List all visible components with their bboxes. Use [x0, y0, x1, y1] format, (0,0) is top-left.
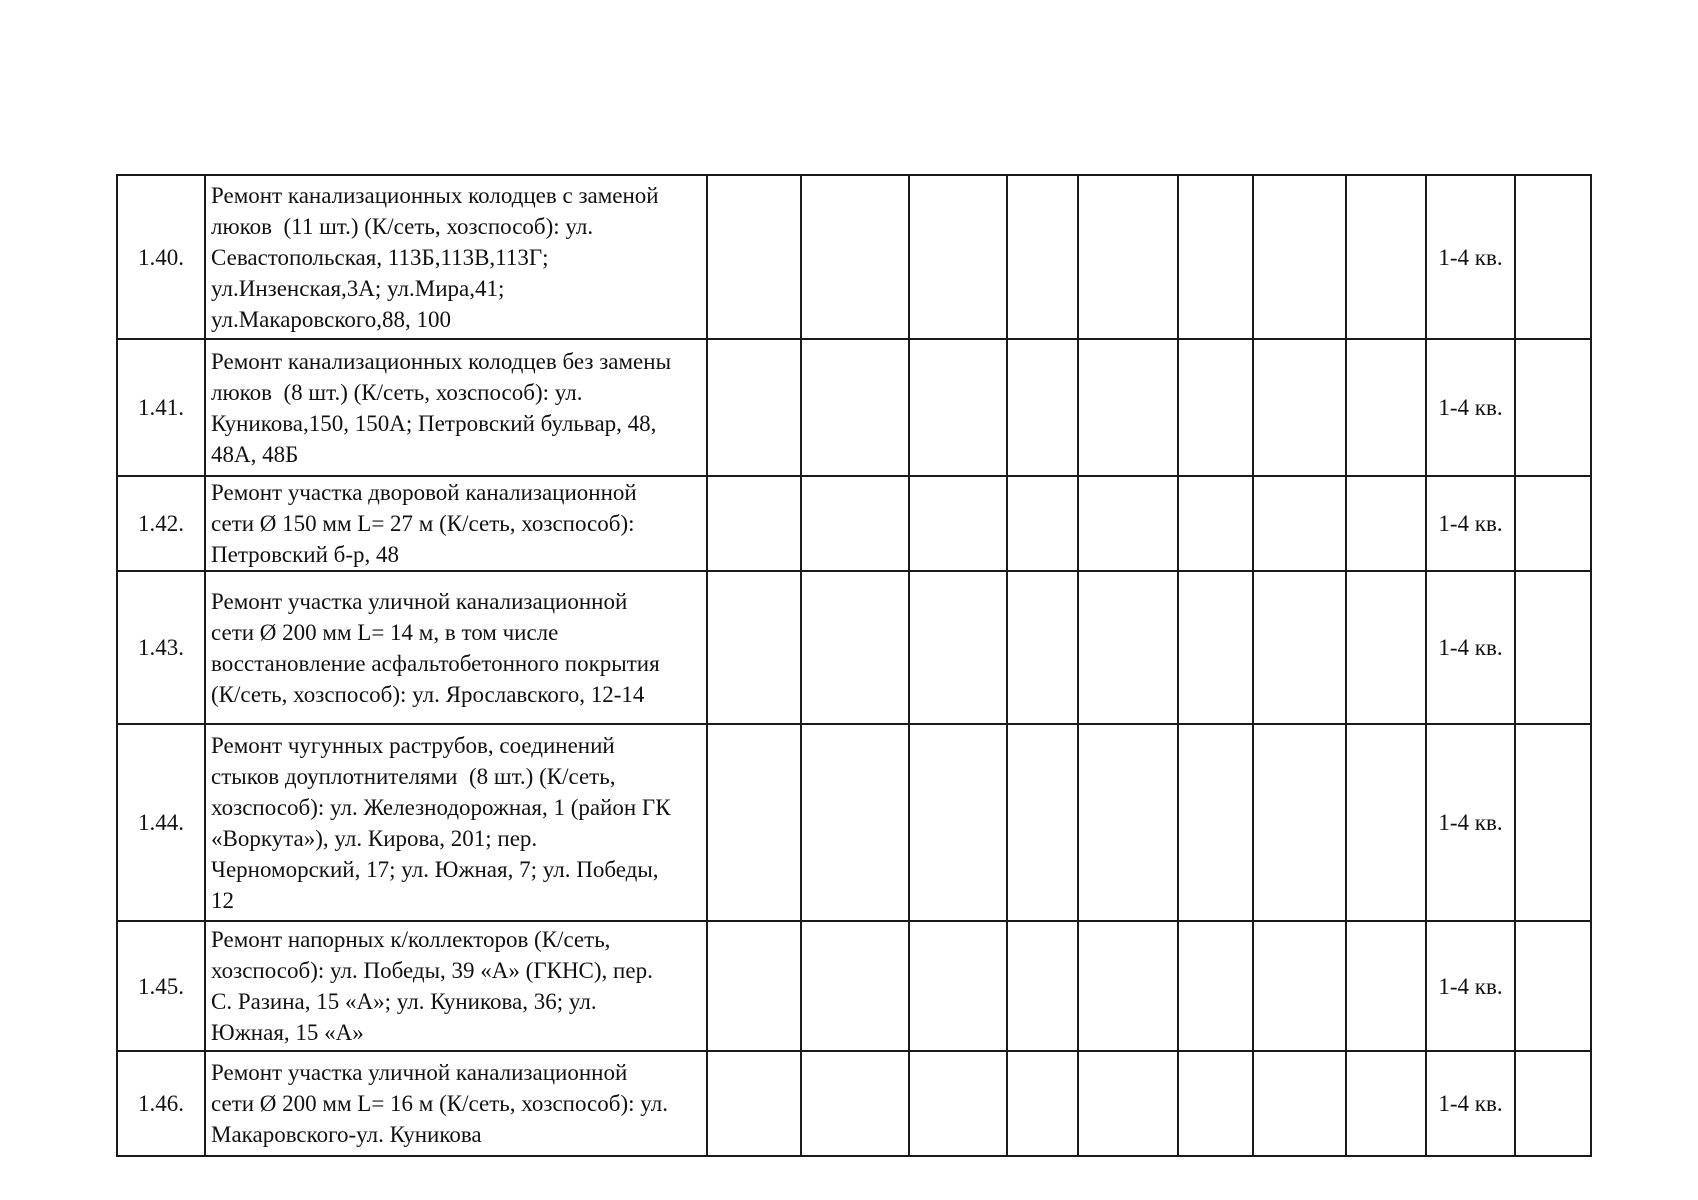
description-line: Ремонт участка дворовой канализационной — [211, 480, 637, 505]
description-line: сети Ø 200 мм L= 16 м (К/сеть, хозспособ): ул. — [211, 1091, 668, 1116]
description-line: стыков доуплотнителями (8 шт.) (К/сеть, — [211, 763, 616, 789]
empty-cell — [707, 571, 801, 724]
empty-cell — [1515, 476, 1591, 571]
works-table — [116, 174, 1592, 1157]
table-row — [117, 476, 1591, 571]
work-description — [205, 571, 707, 724]
empty-cell — [801, 571, 909, 724]
empty-cell — [1007, 1051, 1078, 1156]
description-line: Ремонт участка уличной канализационной — [211, 1060, 628, 1085]
empty-cell — [1346, 339, 1426, 476]
empty-cell — [1515, 175, 1591, 339]
empty-cell — [1346, 1051, 1426, 1156]
description-line: Макаровского-ул. Куникова — [211, 1122, 482, 1147]
description-line: хозспособ): ул. Победы, 39 «А» (ГКНС), пер. — [211, 958, 653, 983]
empty-cell — [1007, 476, 1078, 571]
work-description — [205, 339, 707, 476]
description-line: Черноморский, 17; ул. Южная, 7; ул. Победы, — [211, 856, 659, 882]
empty-cell — [1078, 175, 1178, 339]
description-line: сети Ø 200 мм L= 14 м, в том числе — [211, 619, 559, 645]
empty-cell — [1078, 724, 1178, 921]
empty-cell — [1178, 1051, 1253, 1156]
table-row — [117, 921, 1591, 1051]
description-line: Ремонт напорных к/коллекторов (К/сеть, — [211, 927, 611, 952]
empty-cell — [801, 339, 909, 476]
empty-cell — [1178, 175, 1253, 339]
empty-cell — [1007, 724, 1078, 921]
empty-cell — [1253, 571, 1346, 724]
description-line: Ремонт чугунных раструбов, соединений — [211, 732, 615, 758]
empty-cell — [1253, 476, 1346, 571]
row-number: 1.42. — [117, 476, 205, 571]
description-line: (К/сеть, хозспособ): ул. Ярославского, 12-14 — [211, 681, 645, 707]
table-row — [117, 724, 1591, 921]
empty-cell — [1515, 1051, 1591, 1156]
row-number: 1.43. — [117, 571, 205, 724]
empty-cell — [909, 339, 1007, 476]
table-row — [117, 175, 1591, 339]
empty-cell — [1178, 921, 1253, 1051]
description-line: Ремонт участка уличной канализационной — [211, 588, 628, 614]
empty-cell — [1346, 476, 1426, 571]
empty-cell — [1178, 724, 1253, 921]
work-description — [205, 175, 707, 339]
empty-cell — [1078, 476, 1178, 571]
description-line: сети Ø 150 мм L= 27 м (К/сеть, хозспособ): — [211, 511, 635, 536]
table-body — [117, 175, 1591, 1156]
empty-cell — [909, 724, 1007, 921]
empty-cell — [1346, 571, 1426, 724]
empty-cell — [909, 1051, 1007, 1156]
empty-cell — [1346, 921, 1426, 1051]
empty-cell — [1178, 476, 1253, 571]
description-line: Южная, 15 «А» — [211, 1020, 364, 1045]
description-line: «Воркута»), ул. Кирова, 201; пер. — [211, 825, 538, 851]
description-line: Петровский б-р, 48 — [211, 542, 399, 567]
description-line: 12 — [211, 887, 234, 913]
table-row — [117, 1051, 1591, 1156]
description-line: ул.Макаровского,88, 100 — [211, 306, 451, 332]
empty-cell — [1078, 339, 1178, 476]
period-cell: 1-4 кв. — [1426, 476, 1515, 571]
empty-cell — [1515, 339, 1591, 476]
empty-cell — [1253, 175, 1346, 339]
period-cell: 1-4 кв. — [1426, 571, 1515, 724]
period-cell: 1-4 кв. — [1426, 175, 1515, 339]
empty-cell — [1515, 571, 1591, 724]
description-line: хозспособ): ул. Железнодорожная, 1 (район ГК — [211, 794, 671, 820]
description-line: Куникова,150, 150А; Петровский бульвар, 48, — [211, 410, 657, 436]
empty-cell — [1346, 724, 1426, 921]
empty-cell — [1253, 921, 1346, 1051]
empty-cell — [1253, 339, 1346, 476]
empty-cell — [801, 476, 909, 571]
empty-cell — [707, 339, 801, 476]
empty-cell — [909, 571, 1007, 724]
empty-cell — [1078, 571, 1178, 724]
work-description — [205, 724, 707, 921]
work-description — [205, 476, 707, 571]
description-line: ул.Инзенская,3А; ул.Мира,41; — [211, 275, 505, 301]
empty-cell — [1178, 339, 1253, 476]
empty-cell — [1007, 571, 1078, 724]
description-line: люков (8 шт.) (К/сеть, хозспособ): ул. — [211, 379, 583, 405]
period-cell: 1-4 кв. — [1426, 1051, 1515, 1156]
empty-cell — [707, 724, 801, 921]
description-line: Ремонт канализационных колодцев без замены — [211, 348, 672, 374]
empty-cell — [1078, 1051, 1178, 1156]
row-number: 1.45. — [117, 921, 205, 1051]
empty-cell — [1346, 175, 1426, 339]
description-line: люков (11 шт.) (К/сеть, хозспособ): ул. — [211, 213, 594, 239]
empty-cell — [1007, 175, 1078, 339]
work-description — [205, 1051, 707, 1156]
description-line: 48А, 48Б — [211, 441, 299, 467]
empty-cell — [1253, 1051, 1346, 1156]
row-number: 1.40. — [117, 175, 205, 339]
empty-cell — [1253, 724, 1346, 921]
period-cell: 1-4 кв. — [1426, 724, 1515, 921]
table-row — [117, 339, 1591, 476]
empty-cell — [1515, 724, 1591, 921]
empty-cell — [707, 1051, 801, 1156]
description-line: Ремонт канализационных колодцев с заменой — [211, 182, 659, 208]
empty-cell — [909, 921, 1007, 1051]
empty-cell — [909, 175, 1007, 339]
empty-cell — [1007, 921, 1078, 1051]
description-line: С. Разина, 15 «А»; ул. Куникова, 36; ул. — [211, 989, 597, 1014]
empty-cell — [801, 1051, 909, 1156]
table-row — [117, 571, 1591, 724]
row-number: 1.46. — [117, 1051, 205, 1156]
empty-cell — [1178, 571, 1253, 724]
empty-cell — [707, 921, 801, 1051]
empty-cell — [801, 175, 909, 339]
empty-cell — [1078, 921, 1178, 1051]
row-number: 1.41. — [117, 339, 205, 476]
empty-cell — [909, 476, 1007, 571]
row-number: 1.44. — [117, 724, 205, 921]
empty-cell — [1515, 921, 1591, 1051]
period-cell: 1-4 кв. — [1426, 921, 1515, 1051]
description-line: Севастопольская, 113Б,113В,113Г; — [211, 244, 549, 270]
empty-cell — [707, 476, 801, 571]
empty-cell — [801, 921, 909, 1051]
empty-cell — [707, 175, 801, 339]
work-description — [205, 921, 707, 1051]
empty-cell — [1007, 339, 1078, 476]
description-line: восстановление асфальтобетонного покрытия — [211, 650, 660, 676]
empty-cell — [801, 724, 909, 921]
period-cell: 1-4 кв. — [1426, 339, 1515, 476]
